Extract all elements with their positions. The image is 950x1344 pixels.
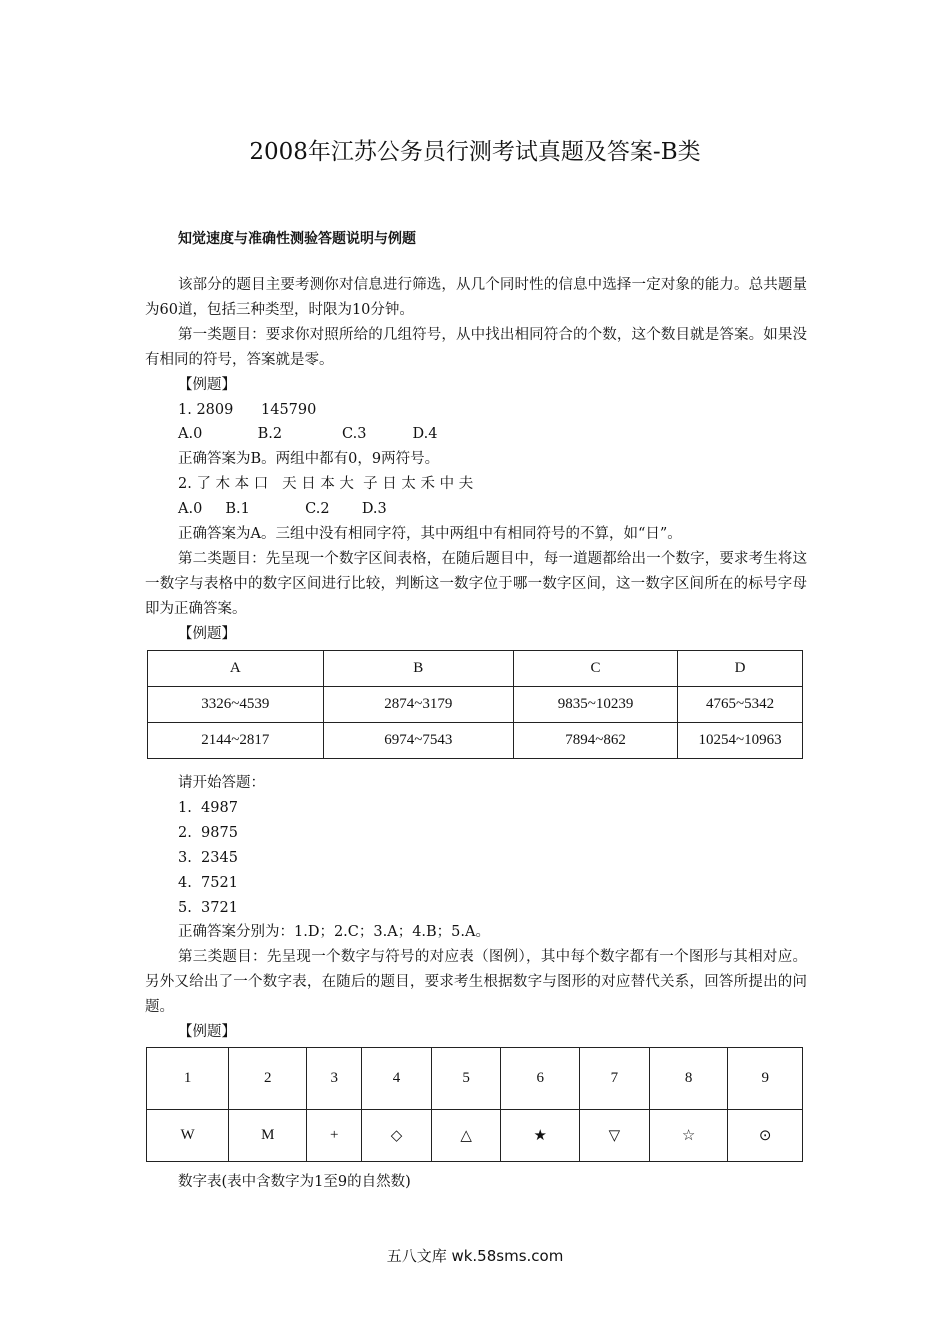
paragraph: 第二类题目：先呈现一个数字区间表格，在随后题目中，每一道题都给出一个数字，要求考生将这一数字与表格中的数字区间进行比较，判断这一数字位于哪一数字区间，这一数字区间所在的标号字母即为正确答案。 xyxy=(145,550,807,617)
table-cell: B xyxy=(323,651,513,687)
paragraph: A.0 B.2 C.3 D.4 xyxy=(178,426,438,443)
paragraph: 4. 7521 xyxy=(178,874,238,891)
symbol-row xyxy=(147,1110,803,1162)
table-cell: ☆ xyxy=(649,1110,728,1162)
paragraph: 正确答案分别为：1.D；2.C；3.A；4.B；5.A。 xyxy=(178,924,490,941)
table-cell: 5 xyxy=(431,1048,501,1110)
table-cell: 2 xyxy=(229,1048,307,1110)
table-cell: ◇ xyxy=(362,1110,432,1162)
symbol-table xyxy=(146,1047,803,1162)
paragraph: 正确答案为A。三组中没有相同字符，其中两组中有相同符号的不算，如“日”。 xyxy=(178,526,682,543)
table-cell: △ xyxy=(431,1110,501,1162)
paragraph: 该部分的题目主要考测你对信息进行筛选，从几个同时性的信息中选择一定对象的能力。总共题量为60道，包括三种类型，时限为10分钟。 xyxy=(145,277,807,318)
section-heading: 知觉速度与准确性测验答题说明与例题 xyxy=(178,231,416,247)
table-cell: D xyxy=(678,651,803,687)
table-cell: 10254~10963 xyxy=(678,723,803,759)
paragraph: 2. 了 木 本 口 天 日 本 大 子 日 太 禾 中 夫 xyxy=(178,476,474,493)
intro-text xyxy=(145,273,807,647)
table-cell: 7894~862 xyxy=(513,723,677,759)
paragraph: 【例题】 xyxy=(178,1024,236,1041)
table-row xyxy=(148,723,803,759)
table-header-row xyxy=(148,651,803,687)
table-cell: 4 xyxy=(362,1048,432,1110)
paragraph: 第一类题目：要求你对照所给的几组符号，从中找出相同符合的个数，这个数目就是答案。如果没有相同的符号，答案就是零。 xyxy=(145,326,807,368)
table-cell: + xyxy=(307,1110,362,1162)
table-cell: 6 xyxy=(501,1048,580,1110)
table-cell: 1 xyxy=(147,1048,229,1110)
table-cell: 8 xyxy=(649,1048,728,1110)
number-table-caption: 数字表(表中含数字为1至9的自然数) xyxy=(178,1174,411,1190)
table-row xyxy=(148,687,803,723)
table-cell: A xyxy=(148,651,324,687)
paragraph: 2. 9875 xyxy=(178,824,238,841)
table-cell: 2874~3179 xyxy=(323,687,513,723)
document-title: 2008年江苏公务员行测考试真题及答案-B类 xyxy=(249,139,701,165)
paragraph: 第三类题目：先呈现一个数字与符号的对应表（图例），其中每个数字都有一个图形与其相对应。另外又给出了一个数字表，在随后的题目，要求考生根据数字与图形的对应替代关系，回答所提出的问题。 xyxy=(145,949,807,1016)
paragraph: 请开始答题： xyxy=(178,775,265,791)
table-cell: 3 xyxy=(307,1048,362,1110)
paragraph: 【例题】 xyxy=(178,625,236,642)
paragraph: 1. 2809 145790 xyxy=(178,401,317,418)
table-cell: ▽ xyxy=(580,1110,650,1162)
questions-text xyxy=(145,771,807,1045)
table-cell: 6974~7543 xyxy=(323,723,513,759)
footer-watermark: 五八文库 wk.58sms.com xyxy=(386,1247,564,1265)
paragraph: A.0 B.1 C.2 D.3 xyxy=(178,501,387,518)
table-cell: W xyxy=(147,1110,229,1162)
table-cell: C xyxy=(513,651,677,687)
paragraph: 1. 4987 xyxy=(178,799,238,816)
table-cell: 2144~2817 xyxy=(148,723,324,759)
number-row xyxy=(147,1048,803,1110)
paragraph: 5. 3721 xyxy=(178,899,238,916)
paragraph: 【例题】 xyxy=(178,376,236,393)
table-cell: 9835~10239 xyxy=(513,687,677,723)
paragraph: 正确答案为B。两组中都有0，9两符号。 xyxy=(178,451,440,468)
table-cell: 3326~4539 xyxy=(148,687,324,723)
table-cell: ★ xyxy=(501,1110,580,1162)
table-cell: 7 xyxy=(580,1048,650,1110)
table-cell: 9 xyxy=(728,1048,803,1110)
interval-table xyxy=(147,650,803,759)
table-cell: 4765~5342 xyxy=(678,687,803,723)
table-cell: M xyxy=(229,1110,307,1162)
paragraph: 3. 2345 xyxy=(178,849,238,866)
table-cell: ⊙ xyxy=(728,1110,803,1162)
